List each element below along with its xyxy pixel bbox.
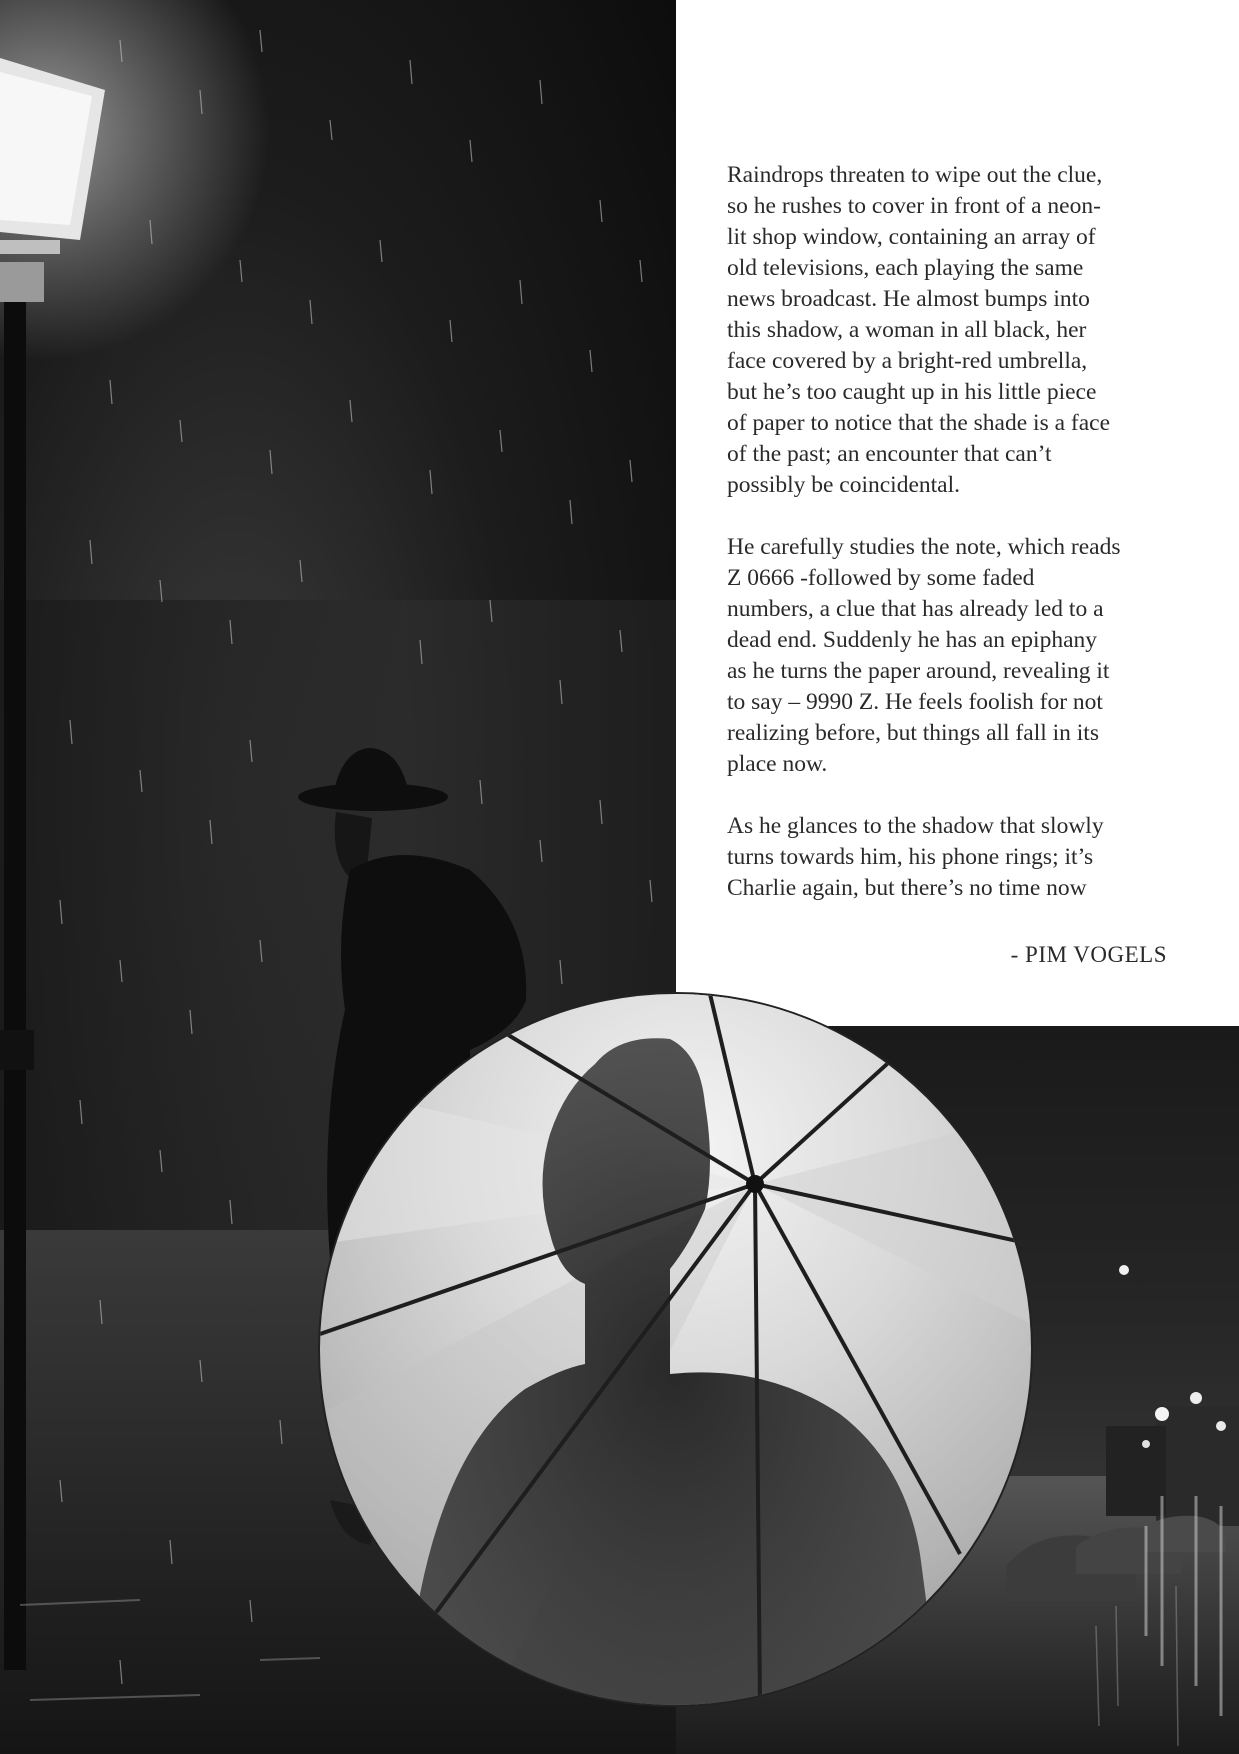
- umbrella-photo: [320, 994, 1031, 1705]
- author-byline: - PIM VOGELS: [1010, 942, 1167, 967]
- story-paragraph-3: As he glances to the shadow that slowly turns towards him, his phone rings; it’s Charlie again, but there’s no time now: [727, 813, 1104, 901]
- story-paragraph-2: He carefully studies the note, which reads Z 0666 -followed by some faded numbers, a clue that has already led to a dead end. Suddenly he has an epiphany as he turns the paper around, revealing it to say – 9990 Z. He feels foolish for not realizing before, but things all fall in its place now.: [727, 534, 1121, 777]
- story-paragraph-1: Raindrops threaten to wipe out the clue, so he rushes to cover in front of a neon- lit shop window, containing an array of old televisions, each playing the same news broadcast. He almost bumps into this shadow, a woman in all black, her face covered by a bright-red umbrella, but he’s too caught up in his little piece of paper to notice that the shade is a face of the past; an encounter that can’t possibly be coincidental.: [727, 162, 1111, 498]
- umbrella-scene: [320, 994, 1031, 1705]
- story-text: [727, 160, 1197, 935]
